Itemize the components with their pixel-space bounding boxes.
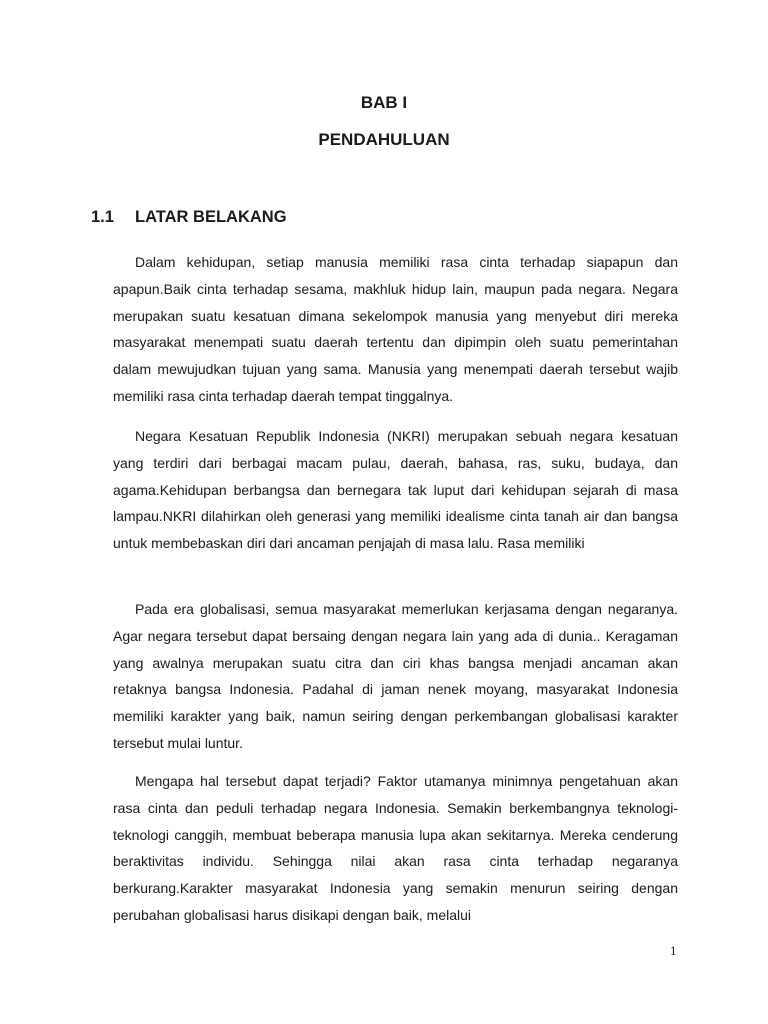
- paragraph-3: Pada era globalisasi, semua masyarakat memerlukan kerjasama dengan negaranya. Agar negara tersebut dapat bersaing dengan negara lain yang ada di dunia.. Keragaman yang awalnya merupakan suatu citra dan ciri khas bangsa menjadi ancaman akan retaknya bangsa Indonesia. Padahal di jaman nenek moyang, masyarakat Indonesia memiliki karakter yang baik, namun seiring dengan perkembangan globalisasi karakter tersebut mulai luntur.: [113, 601, 678, 751]
- section-title: LATAR BELAKANG: [135, 208, 287, 226]
- paragraph-1: Dalam kehidupan, setiap manusia memiliki rasa cinta terhadap siapapun dan apapun.Baik cinta terhadap sesama, makhluk hidup lain, maupun pada negara. Negara merupakan suatu kesatuan dimana sekelompok manusia yang menyebut diri mereka masyarakat menempati suatu daerah tertentu dan dipimpin oleh suatu pemerintahan dalam mewujudkan tujuan yang sama. Manusia yang menempati daerah tersebut wajib memiliki rasa cinta terhadap daerah tempat tinggalnya.: [113, 254, 678, 404]
- paragraph-4: Mengapa hal tersebut dapat terjadi? Faktor utamanya minimnya pengetahuan akan rasa cinta dan peduli terhadap negara Indonesia. Semakin berkembangnya teknologi-teknologi canggih, membuat beberapa manusia lupa akan sekitarnya. Mereka cenderung beraktivitas individu. Sehingga nilai akan rasa cinta terhadap negaranya berkurang.Karakter masyarakat Indonesia yang semakin menurun seiring dengan perubahan globalisasi harus disikapi dengan baik, melalui: [113, 773, 678, 923]
- section-heading: [91, 208, 287, 227]
- section-number: 1.1: [91, 208, 114, 226]
- paragraph-2: Negara Kesatuan Republik Indonesia (NKRI) merupakan sebuah negara kesatuan yang terdiri dari berbagai macam pulau, daerah, bahasa, ras, suku, budaya, dan agama.Kehidupan berbangsa dan bernegara tak luput dari kehidupan sejarah di masa lampau.NKRI dilahirkan oleh generasi yang memiliki idealisme cinta tanah air dan bangsa untuk membebaskan diri dari ancaman penjajah di masa lalu. Rasa memiliki: [113, 428, 678, 552]
- page-number: 1: [670, 943, 677, 958]
- chapter-number: BAB I: [360, 93, 408, 112]
- chapter-title: PENDAHULUAN: [318, 130, 450, 149]
